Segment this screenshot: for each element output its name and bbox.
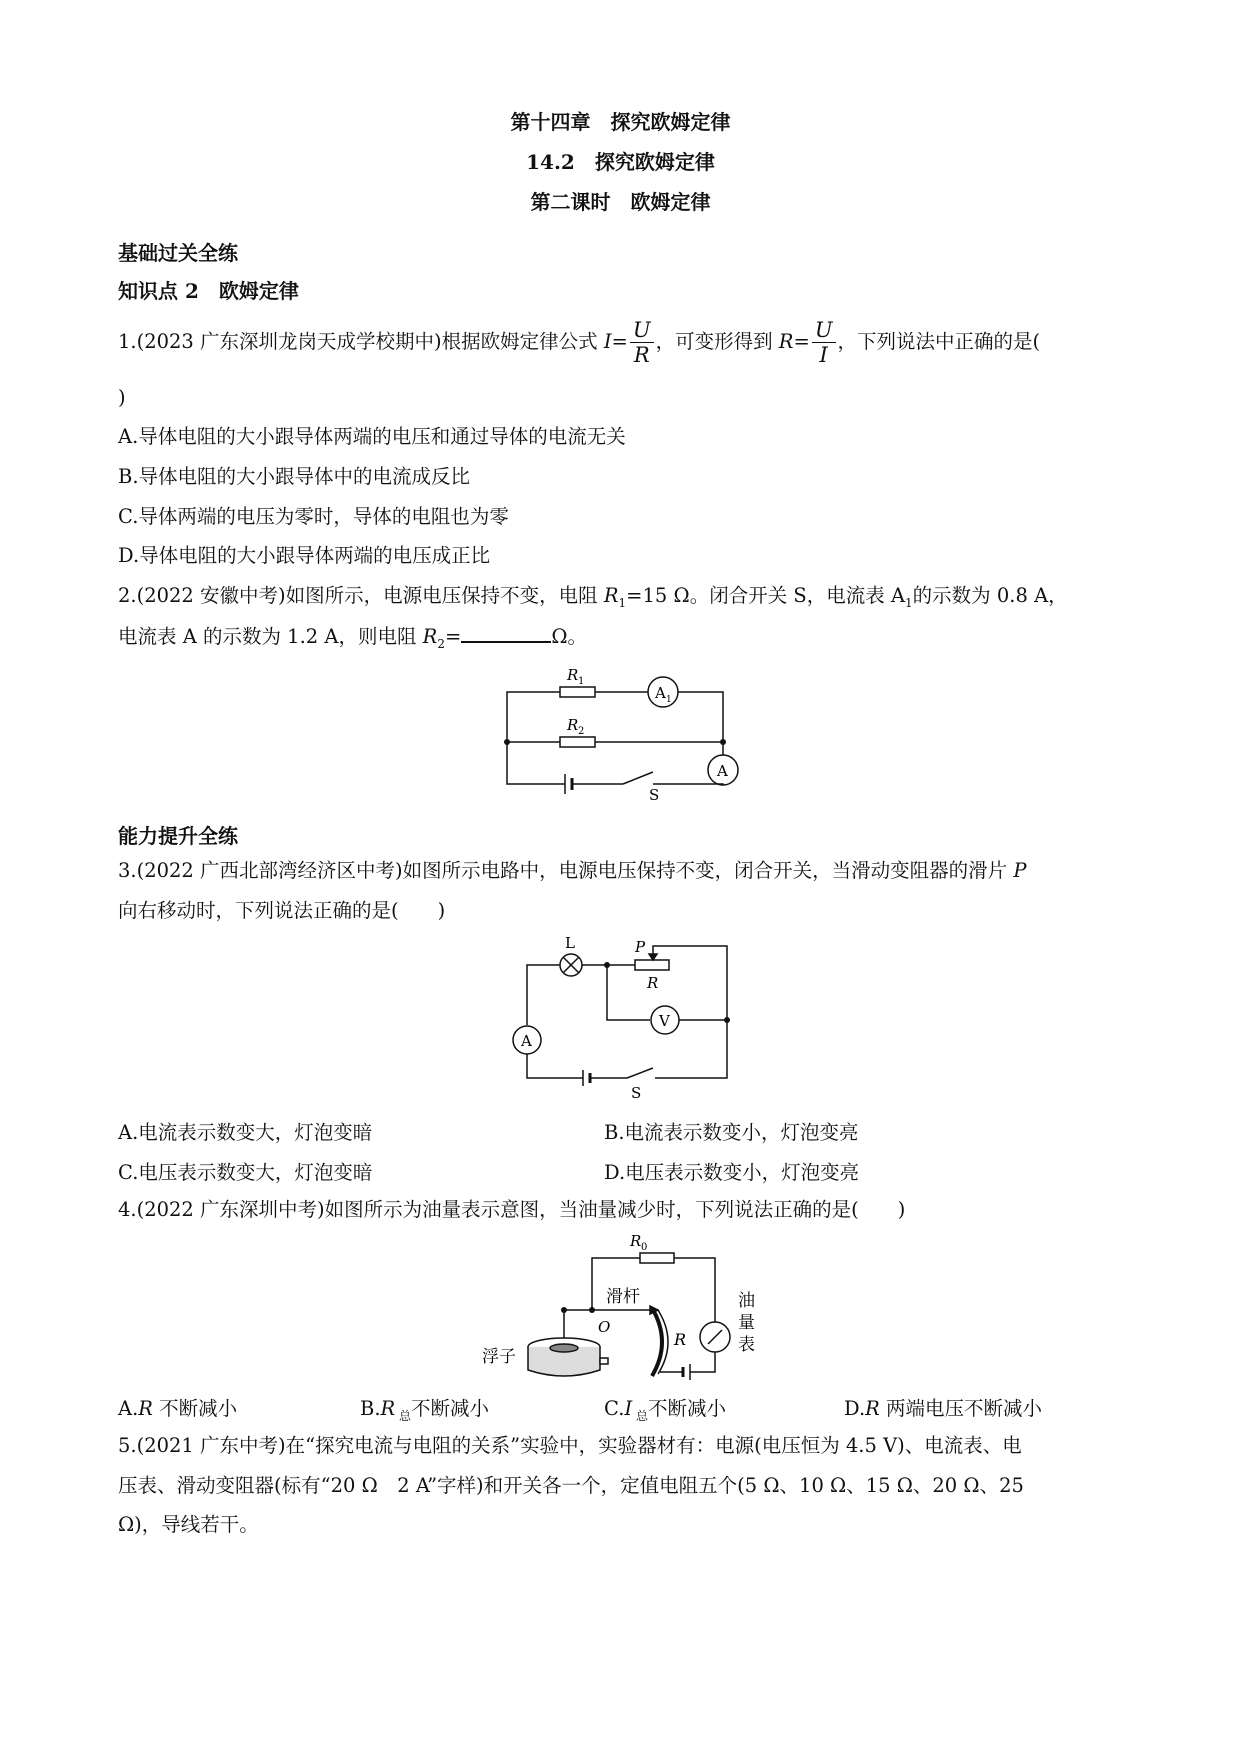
q1-option-c: C.导体两端的电压为零时，导体的电阻也为零: [118, 505, 509, 528]
curved-resistor-r-label: R: [674, 1330, 687, 1349]
r2-label-sub: 2: [578, 726, 585, 737]
q4-option-b-letter: B.: [360, 1397, 381, 1420]
q4-option-c-sub: 总: [632, 1408, 648, 1423]
q4-stem: 4.(2022 广东深圳中考)如图所示为油量表示意图，当油量减少时，下列说法正确的是( ): [118, 1198, 906, 1221]
q1-stem-part-c: ，下列说法中正确的是(: [837, 330, 1041, 353]
switch-s-label: S: [631, 1084, 642, 1100]
q2-line2: [118, 623, 587, 657]
ammeter-a-label: A: [521, 1032, 532, 1050]
q4-option-d-letter: D.: [844, 1397, 866, 1420]
q2-circuit-diagram: [495, 660, 755, 800]
q4-option-a: [118, 1393, 237, 1421]
junction-dot-right: [724, 1017, 730, 1023]
q3-line2: 向右移动时，下列说法正确的是( ): [118, 899, 446, 922]
q5-line2: 压表、滑动变阻器(标有“20 Ω 2 A”字样)和开关各一个，定值电阻五个(5 Ω、10 Ω、15 Ω、20 Ω、25: [118, 1474, 1024, 1497]
heading-basic: 基础过关全练: [118, 241, 238, 265]
r1-label: R: [567, 666, 579, 684]
formula2-denominator: I: [819, 343, 828, 367]
q1-stem-end: ): [118, 386, 126, 409]
q4-oil-gauge-diagram: [480, 1230, 780, 1380]
q4-option-d: [844, 1393, 1042, 1421]
q4-option-b-sub: 总: [395, 1408, 412, 1423]
formula1-numerator: U: [630, 318, 654, 343]
q4-option-a-letter: A.: [118, 1397, 139, 1420]
switch-s-label: S: [649, 786, 660, 800]
junction-dot-top: [604, 962, 610, 968]
formula2-lhs: R=: [778, 330, 810, 353]
rod-end-dot: [561, 1307, 567, 1313]
rheostat-r-label: R: [647, 974, 659, 992]
formula2-numerator: U: [812, 318, 836, 343]
q2-text-1b: =15 Ω。闭合开关 S，电流表 A: [626, 584, 906, 607]
q1-stem-part-a: 1.(2023 广东深圳龙岗天成学校期中)根据欧姆定律公式: [118, 330, 604, 353]
q5-line1: 5.(2021 广东中考)在“探究电流与电阻的关系”实验中，实验器材有：电源(电压恒为 4.5 V)、电流表、电: [118, 1434, 1022, 1457]
q3-option-c: C.电压表示数变大，灯泡变暗: [118, 1161, 373, 1184]
rod-label: 滑杆: [606, 1287, 640, 1307]
q1-stem: [118, 318, 1040, 367]
voltmeter-v-label: V: [659, 1012, 670, 1030]
q3-option-b: B.电流表示数变小，灯泡变亮: [604, 1121, 859, 1144]
q2-r1-symbol: R: [603, 584, 619, 607]
formula1-denominator: R: [633, 343, 650, 367]
q4-option-a-text: 不断减小: [152, 1397, 238, 1420]
r2-label: R: [567, 716, 579, 734]
junction-dot-right: [720, 739, 726, 745]
q4-option-c-var: I: [624, 1397, 633, 1420]
formula1-fraction: [630, 318, 654, 367]
lamp-l-label: L: [565, 934, 575, 952]
q4-option-c: [604, 1393, 726, 1424]
q2-text-1c: 的示数为 0.8 A，: [912, 584, 1068, 607]
q3-line1: [118, 858, 1026, 884]
q3-option-d: D.电压表示数变小，灯泡变亮: [604, 1161, 860, 1184]
r0-label-sub: 0: [641, 1242, 648, 1253]
q3-p-symbol: P: [1013, 859, 1027, 882]
q2-text-2b: =: [445, 625, 462, 648]
ammeter-a1-label: A: [655, 684, 666, 702]
q2-r2-subscript: 2: [437, 636, 445, 651]
gauge-label-3: 表: [738, 1335, 755, 1355]
q4-option-c-letter: C.: [604, 1397, 625, 1420]
q1-stem-part-b: ，可变形得到: [655, 330, 779, 353]
q4-option-c-text: 不断减小: [647, 1397, 726, 1420]
junction-dot-left: [504, 739, 510, 745]
r0-label: R: [630, 1232, 642, 1250]
answer-blank[interactable]: [461, 623, 551, 643]
gauge-label-2: 量: [738, 1313, 755, 1333]
float-label: 浮子: [482, 1347, 516, 1367]
q4-option-b-text: 不断减小: [411, 1397, 490, 1420]
chapter-title: 第十四章 探究欧姆定律: [510, 110, 731, 134]
q2-r1-subscript: 1: [618, 595, 627, 610]
q2-text-2c: Ω。: [551, 625, 588, 648]
slider-p-label: P: [635, 938, 646, 956]
q4-option-d-text: 两端电压不断减小: [879, 1397, 1043, 1420]
q3-circuit-diagram: [505, 930, 745, 1100]
heading-ability: 能力提升全练: [118, 824, 238, 848]
q4-option-d-var: R: [865, 1397, 880, 1420]
pivot-dot: [589, 1307, 595, 1313]
q1-option-a: A.导体电阻的大小跟导体两端的电压和通过导体的电流无关: [118, 425, 626, 448]
gauge-label-1: 油: [738, 1291, 755, 1311]
q4-option-b-var: R: [380, 1397, 396, 1420]
pivot-o-label: O: [598, 1318, 611, 1336]
section-title: 14.2 探究欧姆定律: [526, 150, 715, 174]
q2-line1: [118, 583, 1068, 616]
q3-option-a: A.电流表示数变大，灯泡变暗: [118, 1121, 373, 1144]
lesson-title: 第二课时 欧姆定律: [530, 190, 711, 214]
q2-a1-subscript: 1: [905, 595, 913, 610]
formula1-lhs: I=: [603, 330, 628, 353]
q2-text-1a: 2.(2022 安徽中考)如图所示，电源电压保持不变，电阻: [118, 584, 604, 607]
q4-option-a-var: R: [138, 1397, 153, 1420]
q5-line3: Ω)，导线若干。: [118, 1513, 259, 1536]
q4-option-b: [360, 1393, 489, 1424]
q1-option-b: B.导体电阻的大小跟导体中的电流成反比: [118, 465, 471, 488]
ammeter-a1-sub: 1: [666, 695, 672, 705]
q1-option-d: D.导体电阻的大小跟导体两端的电压成正比: [118, 544, 491, 567]
heading-knowledge-point: 知识点 2 欧姆定律: [118, 279, 299, 303]
r1-label-sub: 1: [578, 676, 585, 687]
q2-r2-symbol: R: [422, 625, 438, 648]
ammeter-a-label: A: [717, 762, 728, 780]
q3-text-1: 3.(2022 广西北部湾经济区中考)如图所示电路中，电源电压保持不变，闭合开关，当滑动变阻器的滑片: [118, 859, 1014, 882]
q2-text-2a: 电流表 A 的示数为 1.2 A，则电阻: [118, 625, 423, 648]
formula2-fraction: [812, 318, 836, 367]
